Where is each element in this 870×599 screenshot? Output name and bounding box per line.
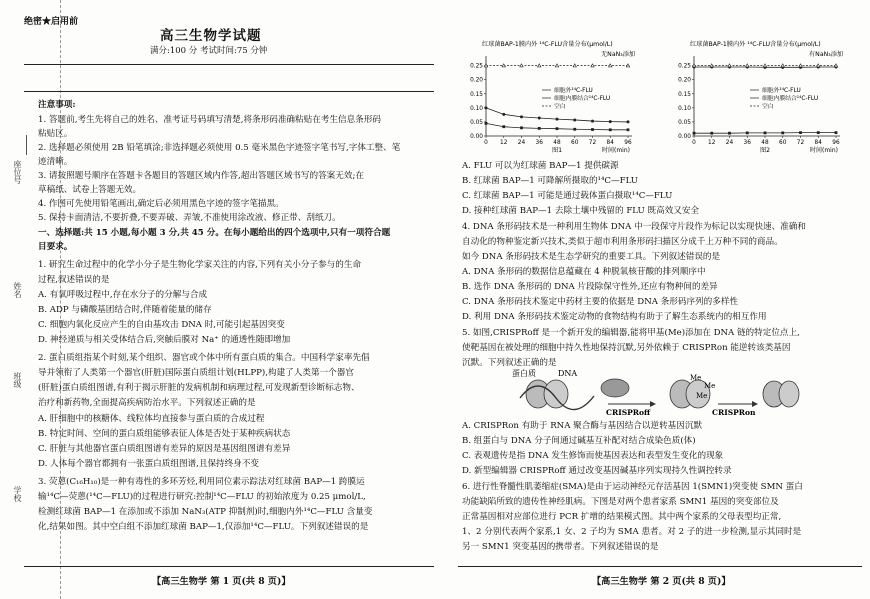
y-axis-label: 红球菌BAP-1膜内外 ¹⁴C-FLU含量分布(μmol/L) [690, 41, 821, 48]
label-protein: 蛋白质 [512, 369, 536, 378]
question-option: A. 有氧呼吸过程中,存在水分子的分解与合成 [38, 290, 208, 300]
question-option: B. 选作 DNA 条形码的 DNA 片段除保守性外,还应有物种间的差异 [462, 282, 718, 292]
question-line: 输¹⁴C—荧蒽(¹⁴C—FLU)的过程进行研究:控制¹⁴C—FLU 的初始浓度为 0.25 μmol/L, [38, 492, 366, 502]
question-option: C. DNA 条形码技术鉴定中药材主要的依据是 DNA 条形码序列的多样性 [462, 297, 739, 307]
label-me: Me [704, 382, 716, 390]
arrowhead-icon [650, 401, 656, 407]
x-tick-label: 0 [484, 140, 488, 146]
notice-heading: 注意事项: [38, 100, 76, 110]
question-line: 5. 如图,CRISPRoff 是一个新开发的编辑器,能将甲基(Me)添加在 DNA 链的特定位点上, [462, 328, 800, 338]
question-line: 2. 蛋白质组指某个时刻,某个组织、器官或个体中所有蛋白质的集合。中国科学家率先倡 [38, 353, 370, 363]
chart-annotation: 有NaN₃添加 [809, 51, 844, 58]
x-tick-label: 0 [692, 140, 696, 146]
legend-entry: 空白 [554, 104, 566, 110]
y-tick-label: 0.15 [470, 91, 483, 98]
question-option: B. 组蛋白与 DNA 分子间通过碱基互补配对结合成染色质(体) [462, 436, 696, 446]
question-line: 6. 进行性脊髓性肌萎缩症(SMA)是由于运动神经元存活基因 1(SMN1)突变使 SMN 蛋白 [462, 482, 803, 492]
binding-label-class: 班级 [13, 372, 22, 388]
x-axis-label: 时间(min) [602, 147, 630, 154]
y-tick-label: 0.20 [470, 77, 483, 84]
enzyme-blob [601, 379, 629, 397]
question-option: B. 红球菌 BAP—1 可降解所摄取的¹⁴C—FLU [462, 176, 639, 186]
question-line: 使靶基因在被处理的细胞中持久性地保持沉默,另外依赖于 CRISPRon 能逆转该类基因 [462, 343, 791, 353]
question-line: 另一 SMN1 突变基因的携带者。下列叙述错误的是 [462, 542, 659, 552]
question-option: C. 细胞内氧化反应产生的自由基攻击 DNA 时,可能引起基因突变 [38, 320, 285, 330]
page-footer-left: 【高三生物学 第 1 页(共 8 页)】 [152, 576, 291, 587]
notice-line: 2. 选择题必须使用 2B 铅笔填涂;非选择题必须使用 0.5 毫米黑色字迹签字笔书写,字体工整、笔 [38, 143, 401, 153]
x-tick-label: 60 [571, 140, 579, 146]
question-option: D. 接种红球菌 BAP—1 去除土壤中残留的 FLU 既高效又安全 [462, 206, 700, 216]
question-line: 正常基因相对应部位进行 PCR 扩增的结果模式图。其中两个家系的父母表型均正常, [462, 512, 782, 522]
crispr-diagram [490, 368, 800, 418]
x-tick-label: 24 [725, 140, 734, 146]
chromatin-middle [670, 374, 715, 408]
question-option: A. DNA 条形码的数据信息蕴藏在 4 种脱氧核苷酸的排列顺序中 [462, 267, 706, 277]
y-tick-label: 0.15 [678, 91, 691, 98]
question-option: D. 神经递质与相关受体结合后,突触后膜对 Na⁺ 的通透性随即增加 [38, 335, 291, 345]
figure-label: 图2 [759, 147, 771, 154]
divider [24, 566, 434, 567]
legend-entry: 空白 [762, 104, 774, 110]
question-option: D. 人体每个器官都拥有一张蛋白质组图谱,且保持终身不变 [38, 459, 260, 469]
chart-annotation: 无NaN₃添加 [601, 51, 636, 58]
left-page [24, 0, 436, 599]
x-tick-label: 48 [761, 140, 769, 146]
y-tick-label: 0.05 [470, 119, 483, 126]
notice-line: 3. 请按照题号顺序在答题卡各题目的答题区域内作答,超出答题区域书写的答案无效;在 [38, 171, 364, 181]
legend-entry: 细胞内膜结合¹⁴C-FLU [554, 96, 611, 102]
x-tick-label: 36 [535, 140, 543, 146]
question-line: 功能缺陷所致的遗传性神经肌病。下图是对两个患者家系 SMN1 基因的突变部位及 [462, 497, 779, 507]
y-tick-label: 0.20 [678, 77, 691, 84]
label-crispron: CRISPRon [712, 408, 756, 417]
page-footer-right: 【高三生物学 第 2 页(共 8 页)】 [592, 576, 731, 587]
notice-line: 迹清晰。 [38, 157, 73, 167]
legend-entry: 细胞内膜结合¹⁴C-FLU [762, 96, 819, 102]
y-tick-label: 0.10 [470, 105, 483, 112]
x-tick-label: 96 [832, 140, 840, 146]
divider [458, 566, 862, 567]
chromatin-right [763, 381, 799, 407]
x-tick-label: 12 [500, 140, 508, 146]
question-option: A. 肝细胞中的核糖体、线粒体均直接参与蛋白质的合成过程 [38, 414, 265, 424]
y-axis-label: 红球菌BAP-1膜内外 ¹⁴C-FLU含量分布(μmol/L) [482, 41, 613, 48]
question-line: 1、2 分别代表两个家系,1 女、2 子均为 SMA 患者。对 2 子的进一步检测,显示其同时是 [462, 527, 802, 537]
question-line: 导并领衔了人类第一个器官(肝脏)国际蛋白质组计划(HLPP),构建了人类第一个器官 [38, 368, 354, 378]
question-line: 沉默。下列叙述正确的是 [462, 358, 557, 368]
question-line: 过程,叙述错误的是 [38, 275, 110, 285]
x-axis-label: 时间(min) [810, 147, 838, 154]
question-line: 检测红球菌 BAP—1 在添加或不添加 NaN₃(ATP 抑制剂)时,细胞内外¹⁴C—FLU 含量变 [38, 507, 373, 517]
x-tick-label: 72 [588, 140, 597, 146]
binding-label-school: 学校 [13, 486, 22, 502]
question-line: 如今 DNA 条形码技术是生态学研究的重要工具。下列叙述错误的是 [462, 252, 721, 262]
notice-line: 5. 保持卡面清洁,不要折叠,不要弄破、弄皱,不准使用涂改液、修正带、刮纸刀。 [38, 213, 341, 223]
y-tick-label: 0.00 [678, 134, 691, 140]
label-dna: DNA [558, 369, 578, 378]
x-tick-label: 72 [796, 140, 805, 146]
page-title: 高三生物学试题 [160, 28, 262, 44]
label-me: Me [690, 374, 702, 382]
question-option: D. 利用 DNA 条形码技术鉴定动物的食物结构有助于了解生态系统内的相互作用 [462, 312, 767, 322]
y-tick-label: 0.25 [678, 63, 691, 70]
x-tick-label: 84 [606, 140, 614, 146]
enzyme-shape [601, 379, 629, 397]
figure-label: 图1 [551, 147, 563, 154]
question-option: C. 表观遗传是指 DNA 发生修饰而使基因表达和表型发生变化的现象 [462, 451, 724, 461]
y-tick-label: 0.10 [678, 105, 691, 112]
y-tick-label: 0.00 [470, 134, 483, 140]
section-heading: 一、选择题:共 15 小题,每小题 3 分,共 45 分。在每小题给出的四个选项中,只有一项符合题 [38, 228, 391, 238]
x-tick-label: 96 [624, 140, 632, 146]
x-tick-label: 24 [517, 140, 526, 146]
notice-line: 1. 答题前,考生先将自己的姓名、准考证号码填写清楚,将条形码准确粘贴在考生信息条形码 [38, 115, 381, 125]
chromatin-left [512, 368, 594, 410]
question-line: 4. DNA 条形码技术是一种利用生物体 DNA 中一段保守片段作为标记以实现快速、准确和 [462, 222, 806, 232]
question-line: 自动化的物种鉴定新兴技术,类似于超市利用条形码扫描区分成千上万种不同的商品。 [462, 237, 783, 247]
section-heading: 目要求。 [38, 242, 73, 252]
notice-line: 粘贴区。 [38, 129, 73, 139]
question-option: D. 新型编辑器 CRISPRoff 通过改变基因碱基序列实现持久性调控转录 [462, 466, 732, 476]
right-page [448, 0, 864, 599]
question-line: 化,结果如图。其中空白组不添加红球菌 BAP—1,仅添加¹⁴C—FLU。下列叙述错误的是 [38, 522, 369, 532]
question-option: B. 特定时间、空间的蛋白质组能够表征人体是否处于某种疾病状态 [38, 429, 291, 439]
histone-shape [544, 380, 568, 408]
notice-line: 草稿纸、试卷上答题无效。 [38, 185, 142, 195]
y-tick-label: 0.25 [470, 63, 483, 70]
x-tick-label: 12 [708, 140, 716, 146]
legend-entry: 细胞外¹⁴C-FLU [762, 88, 801, 94]
label-crisproff: CRISPRoff [606, 408, 651, 417]
question-line: (肝脏)蛋白质组图谱,有利于揭示肝脏的发病机制和病理过程,可发现新型诊断标志物、 [38, 383, 360, 393]
x-tick-label: 36 [743, 140, 751, 146]
exam-meta: 满分:100 分 考试时间:75 分钟 [150, 46, 268, 56]
question-option: B. ADP 与磷酸基团结合时,伴随着能量的储存 [38, 305, 212, 315]
question-option: A. FLU 可以为红球菌 BAP—1 提供碳源 [462, 161, 619, 171]
arrowhead-icon [752, 401, 758, 407]
question-line: 1. 研究生命过程中的化学小分子是生物化学家关注的内容,下列有关小分子参与的生命 [38, 260, 362, 270]
binding-label-name: 姓名 [13, 282, 22, 298]
question-line: 3. 荧蒽(C₁₆H₁₀)是一种有毒性的多环芳烃,利用同位素示踪法对红球菌 BAP—1 跨膜运 [38, 477, 365, 487]
label-me: Me [696, 392, 708, 400]
histone-shape [779, 381, 799, 407]
question-option: C. 红球菌 BAP—1 可能是通过载体蛋白摄取¹⁴C—FLU [462, 191, 673, 201]
x-tick-label: 84 [814, 140, 822, 146]
question-line: 治疗和新药物,全面提高疾病防治水平。下列叙述正确的是 [38, 398, 256, 408]
legend-entry: 细胞外¹⁴C-FLU [554, 88, 593, 94]
question-option: A. CRISPRon 有助于 RNA 聚合酶与基因结合以逆转基因沉默 [462, 421, 703, 431]
question-option: C. 肝脏与其他器官蛋白质组图谱有差异的原因是基因组图谱有差异 [38, 444, 291, 454]
notice-line: 4. 作图可先使用铅笔画出,确定后必须用黑色字迹的签字笔描黑。 [38, 199, 284, 209]
x-tick-label: 60 [779, 140, 787, 146]
confidential-mark: 绝密★启用前 [24, 17, 79, 27]
x-tick-label: 48 [553, 140, 561, 146]
binding-label-seat: 座位号 [13, 160, 22, 184]
y-tick-label: 0.05 [678, 119, 691, 126]
